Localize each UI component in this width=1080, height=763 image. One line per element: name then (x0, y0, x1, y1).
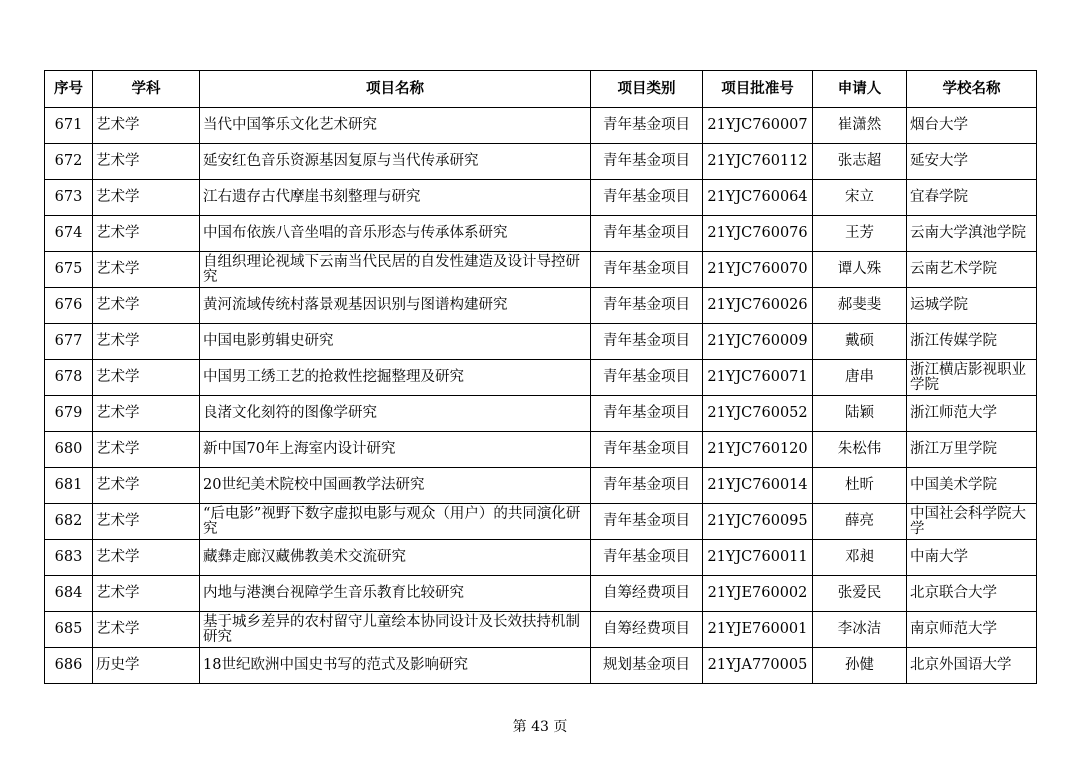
cell-applicant: 朱松伟 (813, 432, 907, 468)
cell-index: 676 (45, 288, 93, 324)
cell-approval-number: 21YJC760071 (703, 360, 813, 396)
cell-project-name: 中国电影剪辑史研究 (200, 324, 591, 360)
cell-school-name: 延安大学 (907, 144, 1037, 180)
cell-approval-number: 21YJC760076 (703, 216, 813, 252)
cell-school-name: 北京外国语大学 (907, 648, 1037, 684)
cell-applicant: 宋立 (813, 180, 907, 216)
cell-project-name: 江右遗存古代摩崖书刻整理与研究 (200, 180, 591, 216)
cell-approval-number: 21YJC760026 (703, 288, 813, 324)
page-number: 第 43 页 (512, 719, 568, 735)
cell-applicant: 张爱民 (813, 576, 907, 612)
table-row (45, 144, 1037, 180)
cell-project-name: “后电影”视野下数字虚拟电影与观众（用户）的共同演化研究 (200, 504, 591, 540)
header-project-type: 项目类别 (591, 71, 703, 108)
table-row (45, 468, 1037, 504)
table-row (45, 540, 1037, 576)
cell-approval-number: 21YJC760064 (703, 180, 813, 216)
cell-discipline: 艺术学 (93, 216, 200, 252)
cell-applicant: 谭人殊 (813, 252, 907, 288)
cell-applicant: 张志超 (813, 144, 907, 180)
cell-project-type: 青年基金项目 (591, 504, 703, 540)
cell-school-name: 南京师范大学 (907, 612, 1037, 648)
cell-project-type: 青年基金项目 (591, 216, 703, 252)
cell-applicant: 李冰洁 (813, 612, 907, 648)
cell-project-type: 青年基金项目 (591, 324, 703, 360)
cell-applicant: 崔潇然 (813, 108, 907, 144)
cell-project-name: 藏彝走廊汉藏佛教美术交流研究 (200, 540, 591, 576)
cell-approval-number: 21YJC760007 (703, 108, 813, 144)
cell-project-type: 规划基金项目 (591, 648, 703, 684)
cell-project-type: 青年基金项目 (591, 144, 703, 180)
cell-discipline: 艺术学 (93, 576, 200, 612)
project-table (44, 70, 1037, 684)
cell-school-name: 宜春学院 (907, 180, 1037, 216)
cell-project-type: 青年基金项目 (591, 180, 703, 216)
table-row (45, 648, 1037, 684)
cell-project-name: 中国男工绣工艺的抢救性挖掘整理及研究 (200, 360, 591, 396)
header-applicant: 申请人 (813, 71, 907, 108)
cell-school-name: 运城学院 (907, 288, 1037, 324)
table-row (45, 180, 1037, 216)
cell-project-type: 青年基金项目 (591, 432, 703, 468)
cell-approval-number: 21YJA770005 (703, 648, 813, 684)
cell-project-name: 中国布依族八音坐唱的音乐形态与传承体系研究 (200, 216, 591, 252)
cell-index: 685 (45, 612, 93, 648)
header-approval-number: 项目批准号 (703, 71, 813, 108)
cell-project-type: 青年基金项目 (591, 468, 703, 504)
cell-applicant: 唐串 (813, 360, 907, 396)
cell-project-name: 自组织理论视域下云南当代民居的自发性建造及设计导控研究 (200, 252, 591, 288)
header-discipline: 学科 (93, 71, 200, 108)
cell-index: 681 (45, 468, 93, 504)
cell-index: 686 (45, 648, 93, 684)
table-row (45, 432, 1037, 468)
cell-approval-number: 21YJC760009 (703, 324, 813, 360)
cell-approval-number: 21YJC760011 (703, 540, 813, 576)
cell-project-name: 黄河流域传统村落景观基因识别与图谱构建研究 (200, 288, 591, 324)
table-row (45, 504, 1037, 540)
cell-project-type: 青年基金项目 (591, 540, 703, 576)
cell-index: 680 (45, 432, 93, 468)
cell-index: 671 (45, 108, 93, 144)
cell-project-name: 良渚文化刻符的图像学研究 (200, 396, 591, 432)
cell-approval-number: 21YJE760001 (703, 612, 813, 648)
header-index: 序号 (45, 71, 93, 108)
cell-discipline: 艺术学 (93, 324, 200, 360)
table-header-row (45, 71, 1037, 108)
cell-school-name: 浙江万里学院 (907, 432, 1037, 468)
cell-index: 683 (45, 540, 93, 576)
cell-project-name: 20世纪美术院校中国画教学法研究 (200, 468, 591, 504)
cell-project-type: 青年基金项目 (591, 396, 703, 432)
cell-project-type: 自筹经费项目 (591, 612, 703, 648)
header-project-name: 项目名称 (200, 71, 591, 108)
table-row (45, 108, 1037, 144)
cell-discipline: 艺术学 (93, 144, 200, 180)
cell-approval-number: 21YJE760002 (703, 576, 813, 612)
table-row (45, 288, 1037, 324)
cell-applicant: 孙健 (813, 648, 907, 684)
cell-approval-number: 21YJC760112 (703, 144, 813, 180)
cell-applicant: 陆颖 (813, 396, 907, 432)
cell-index: 675 (45, 252, 93, 288)
cell-school-name: 浙江横店影视职业学院 (907, 360, 1037, 396)
table-row (45, 324, 1037, 360)
cell-index: 674 (45, 216, 93, 252)
cell-index: 684 (45, 576, 93, 612)
table-row (45, 396, 1037, 432)
cell-school-name: 中南大学 (907, 540, 1037, 576)
cell-discipline: 艺术学 (93, 108, 200, 144)
cell-approval-number: 21YJC760014 (703, 468, 813, 504)
cell-project-type: 自筹经费项目 (591, 576, 703, 612)
cell-project-name: 内地与港澳台视障学生音乐教育比较研究 (200, 576, 591, 612)
cell-school-name: 云南大学滇池学院 (907, 216, 1037, 252)
cell-discipline: 历史学 (93, 648, 200, 684)
cell-approval-number: 21YJC760070 (703, 252, 813, 288)
cell-discipline: 艺术学 (93, 468, 200, 504)
cell-index: 673 (45, 180, 93, 216)
cell-discipline: 艺术学 (93, 288, 200, 324)
cell-applicant: 薛亮 (813, 504, 907, 540)
cell-index: 679 (45, 396, 93, 432)
cell-approval-number: 21YJC760120 (703, 432, 813, 468)
cell-school-name: 云南艺术学院 (907, 252, 1037, 288)
cell-school-name: 北京联合大学 (907, 576, 1037, 612)
cell-discipline: 艺术学 (93, 180, 200, 216)
project-table-container (44, 70, 1037, 684)
cell-applicant: 戴硕 (813, 324, 907, 360)
cell-school-name: 中国美术学院 (907, 468, 1037, 504)
table-row (45, 576, 1037, 612)
cell-project-name: 当代中国筝乐文化艺术研究 (200, 108, 591, 144)
cell-school-name: 烟台大学 (907, 108, 1037, 144)
table-row (45, 252, 1037, 288)
cell-discipline: 艺术学 (93, 612, 200, 648)
cell-project-type: 青年基金项目 (591, 288, 703, 324)
cell-discipline: 艺术学 (93, 360, 200, 396)
cell-index: 678 (45, 360, 93, 396)
cell-project-name: 延安红色音乐资源基因复原与当代传承研究 (200, 144, 591, 180)
cell-project-type: 青年基金项目 (591, 108, 703, 144)
cell-applicant: 邓昶 (813, 540, 907, 576)
cell-approval-number: 21YJC760095 (703, 504, 813, 540)
cell-project-type: 青年基金项目 (591, 360, 703, 396)
cell-project-name: 基于城乡差异的农村留守儿童绘本协同设计及长效扶持机制研究 (200, 612, 591, 648)
cell-discipline: 艺术学 (93, 396, 200, 432)
cell-discipline: 艺术学 (93, 252, 200, 288)
header-school-name: 学校名称 (907, 71, 1037, 108)
cell-approval-number: 21YJC760052 (703, 396, 813, 432)
cell-applicant: 郝斐斐 (813, 288, 907, 324)
cell-applicant: 王芳 (813, 216, 907, 252)
cell-project-name: 18世纪欧洲中国史书写的范式及影响研究 (200, 648, 591, 684)
cell-index: 672 (45, 144, 93, 180)
cell-discipline: 艺术学 (93, 540, 200, 576)
cell-project-type: 青年基金项目 (591, 252, 703, 288)
cell-index: 677 (45, 324, 93, 360)
cell-discipline: 艺术学 (93, 504, 200, 540)
table-row (45, 360, 1037, 396)
cell-school-name: 中国社会科学院大学 (907, 504, 1037, 540)
table-row (45, 216, 1037, 252)
cell-school-name: 浙江传媒学院 (907, 324, 1037, 360)
cell-index: 682 (45, 504, 93, 540)
table-row (45, 612, 1037, 648)
cell-school-name: 浙江师范大学 (907, 396, 1037, 432)
cell-project-name: 新中国70年上海室内设计研究 (200, 432, 591, 468)
table-body (45, 108, 1037, 684)
cell-applicant: 杜昕 (813, 468, 907, 504)
cell-discipline: 艺术学 (93, 432, 200, 468)
